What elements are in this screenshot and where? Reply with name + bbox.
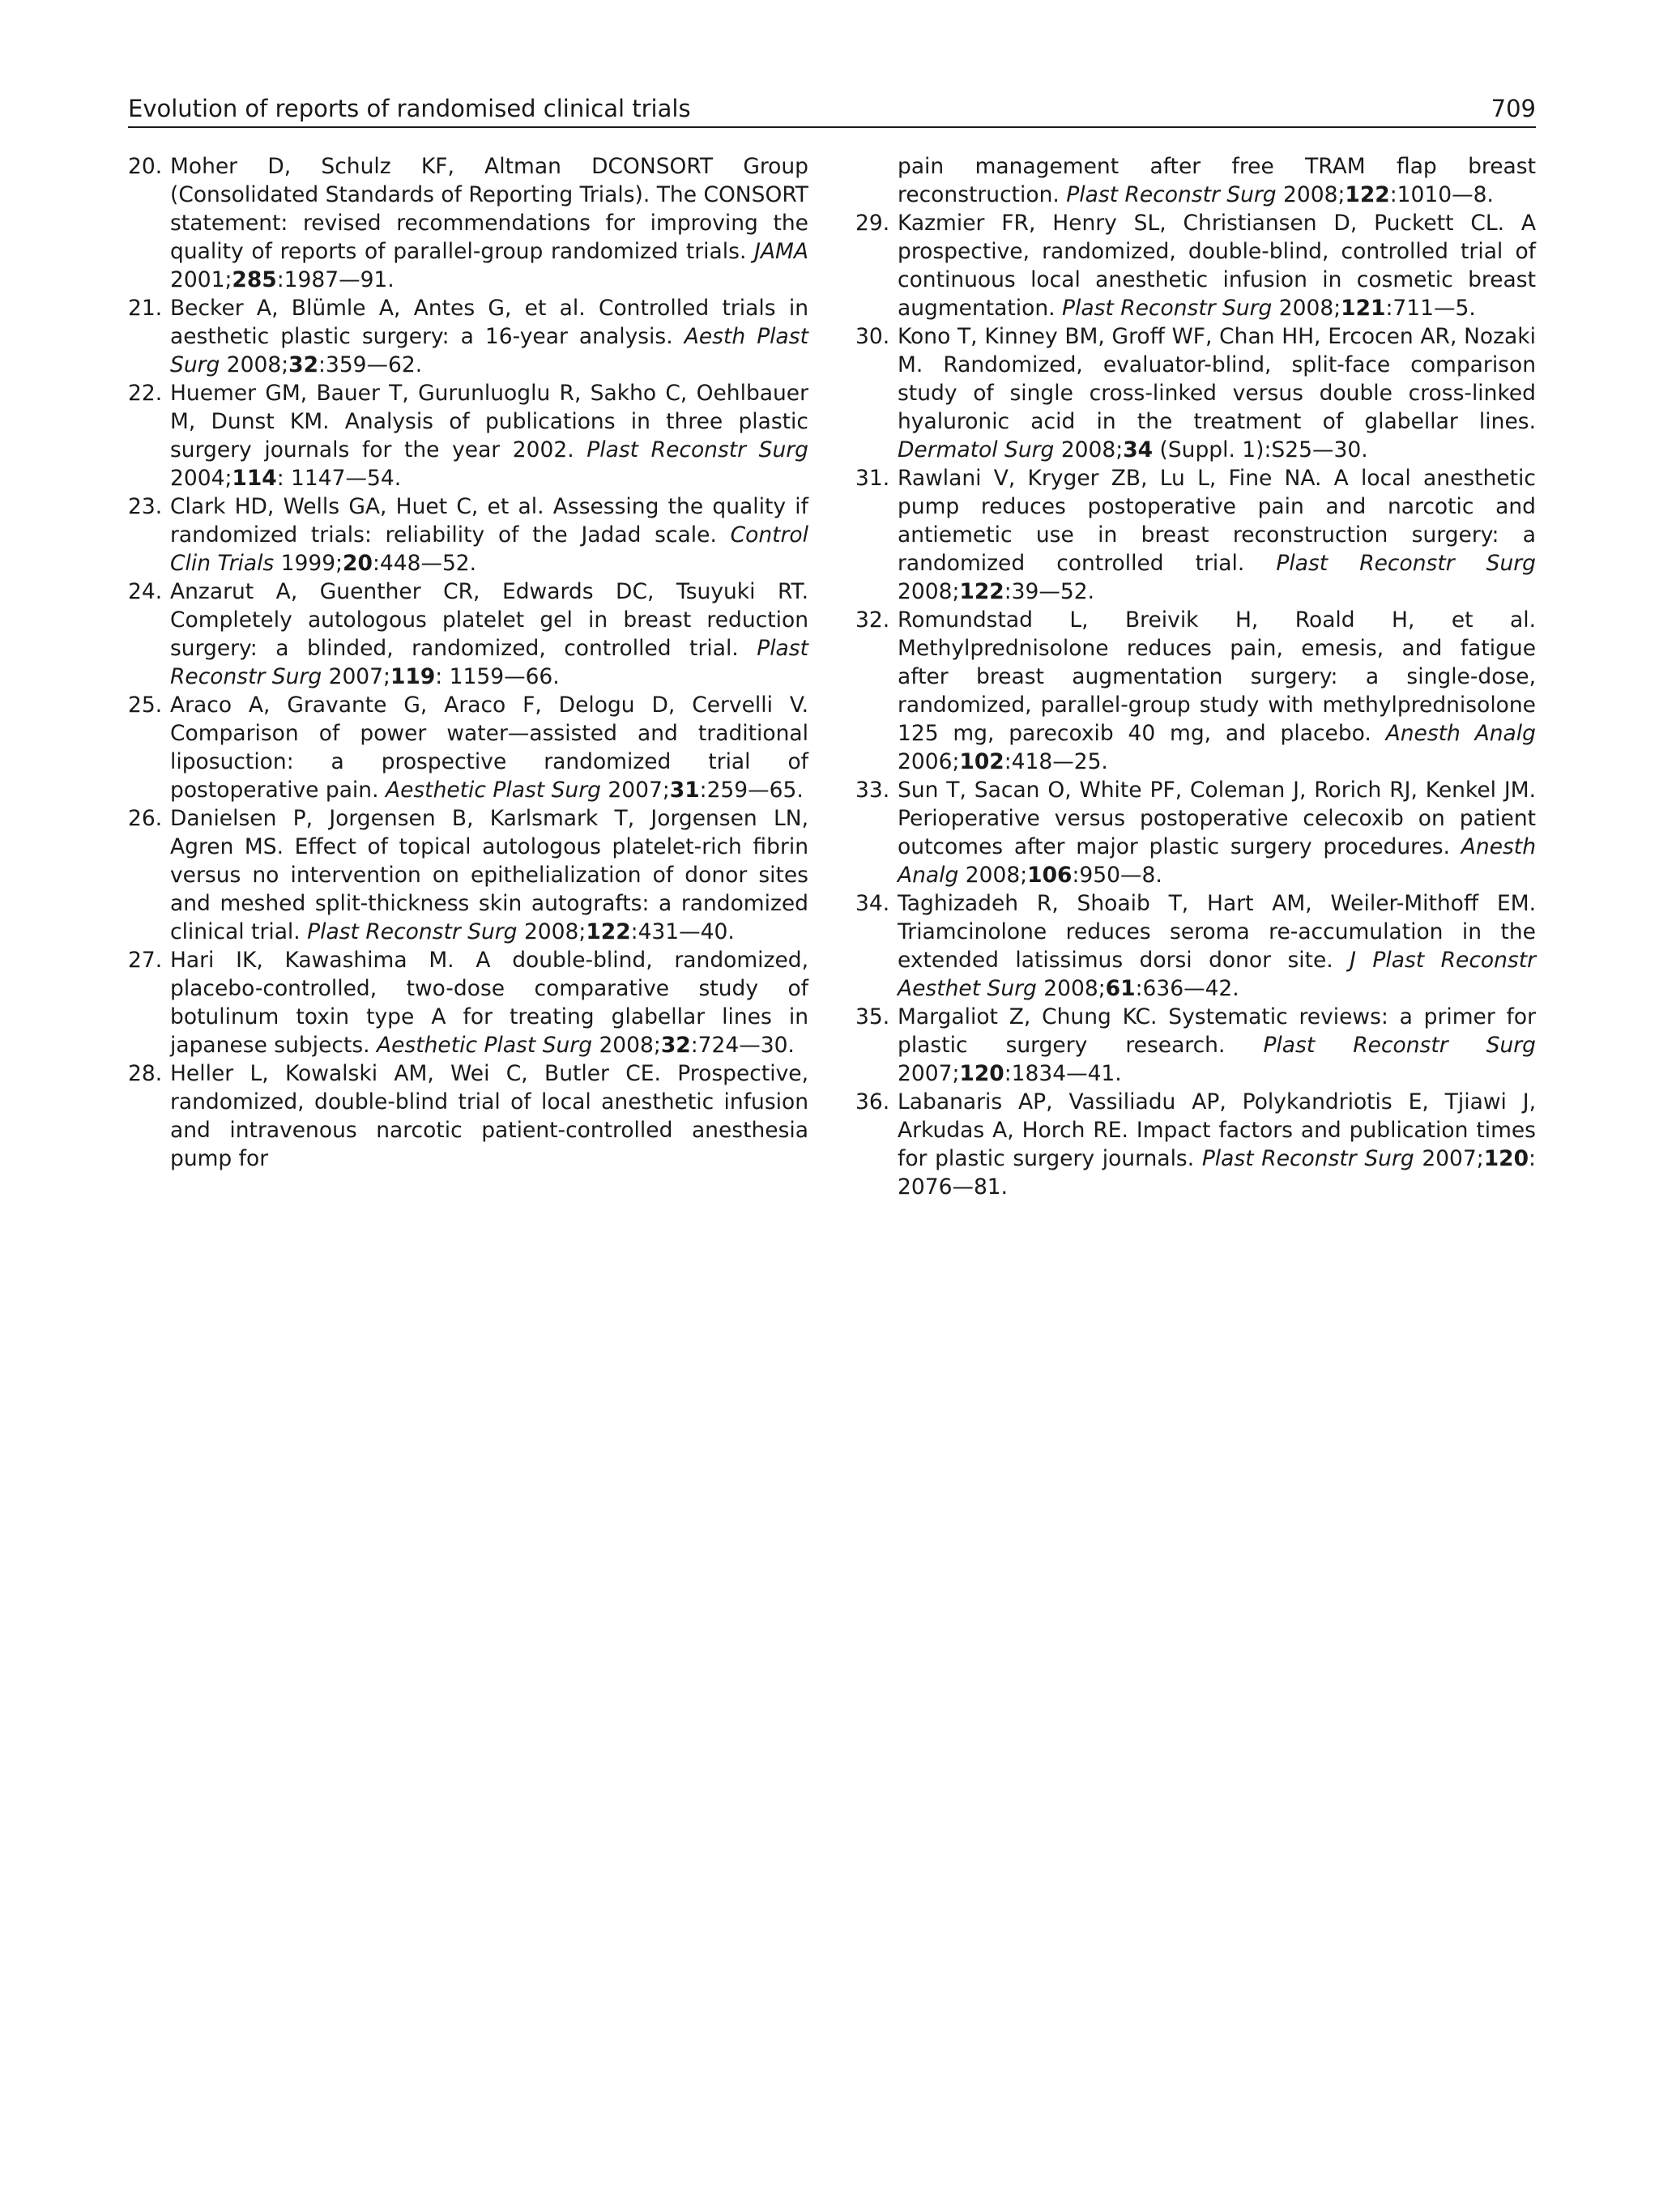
running-header [128,87,1536,128]
reference-number: 33. [855,778,890,803]
reference-volume: 102 [959,749,1004,774]
reference-column-right [855,152,1536,1201]
reference-column-left [128,152,808,1173]
reference-pages: :448—52. [372,551,477,576]
reference-number: 23. [128,494,163,519]
reference-item-continued [855,152,1536,209]
reference-item [855,209,1536,322]
reference-volume: 122 [586,919,631,944]
reference-text: pain management after free TRAM flap breast reconstruction. [898,154,1536,207]
reference-pages: : 1159—66. [435,664,560,689]
reference-item [128,578,808,691]
reference-number: 35. [855,1004,890,1029]
reference-item [128,946,808,1059]
journal-name: JAMA [754,239,808,264]
reference-number: 24. [128,579,163,604]
reference-volume: 114 [232,466,277,491]
reference-item [855,606,1536,776]
reference-volume: 285 [232,267,277,292]
reference-year: 2006; [898,749,960,774]
reference-item [128,691,808,804]
reference-item [128,294,808,379]
reference-number: 36. [855,1089,890,1115]
reference-text: Heller L, Kowalski AM, Wei C, Butler CE. Prospective, randomized, double-blind trial of local anesthetic infusion and intravenous narcotic patient-controlled anesthesia pump for [170,1061,808,1171]
reference-item [128,379,808,492]
reference-year: 2008; [592,1033,661,1058]
reference-item [128,152,808,294]
reference-volume: 31 [669,778,700,803]
reference-text: Taghizadeh R, Shoaib T, Hart AM, Weiler-Mithoff EM. Triamcinolone reduces seroma re-accumulation in the extended latissimus dorsi donor site. [898,891,1536,973]
reference-year: 2008; [220,352,289,377]
reference-pages: :1834—41. [1004,1061,1122,1086]
reference-pages: :39—52. [1004,579,1094,604]
journal-name: Plast Reconstr Surg [307,919,518,944]
reference-number: 28. [128,1061,163,1086]
journal-name: Control Clin Trials [170,522,808,576]
reference-pages: :950—8. [1072,863,1162,888]
reference-year: 2007; [600,778,670,803]
header-divider [128,126,1536,128]
journal-name: Plast Reconstr Surg [1066,182,1277,207]
reference-year: 2008; [1272,296,1341,321]
reference-volume: 106 [1027,863,1073,888]
running-title: Evolution of reports of randomised clinical trials [128,95,691,122]
reference-number: 25. [128,693,163,718]
reference-year: 2008; [517,919,586,944]
reference-pages: (Suppl. 1):S25—30. [1153,437,1368,462]
reference-text: Moher D, Schulz KF, Altman DCONSORT Group (Consolidated Standards of Reporting Trials). The CONSORT statement: revised recommendations for improving the quality of reports of parallel-group randomized trials. [170,154,808,264]
reference-text: Sun T, Sacan O, White PF, Coleman J, Rorich RJ, Kenkel JM. Perioperative versus postoperative celecoxib on patient outcomes after major plastic surgery procedures. [898,778,1536,859]
reference-pages: : 1147—54. [276,466,402,491]
reference-number: 22. [128,381,163,406]
reference-year: 2008; [1276,182,1346,207]
reference-year: 2008; [958,863,1028,888]
reference-pages: :431—40. [630,919,735,944]
reference-number: 26. [128,806,163,831]
reference-number: 31. [855,466,890,491]
reference-pages: : 2076—81. [898,1146,1536,1200]
reference-volume: 122 [959,579,1004,604]
journal-name: Dermatol Surg [898,437,1055,462]
reference-volume: 120 [959,1061,1004,1086]
reference-volume: 61 [1105,976,1136,1001]
reference-volume: 34 [1123,437,1154,462]
reference-item [855,464,1536,606]
reference-number: 29. [855,211,890,236]
reference-pages: :724—30. [690,1033,795,1058]
reference-year: 2008; [1054,437,1124,462]
reference-year: 1999; [274,551,343,576]
reference-text: Rawlani V, Kryger ZB, Lu L, Fine NA. A local anesthetic pump reduces postoperative pain and narcotic and antiemetic use in breast reconstruction surgery: a randomized controlled trial. [898,466,1536,576]
reference-number: 30. [855,324,890,349]
reference-item [128,1059,808,1173]
reference-number: 27. [128,948,163,973]
reference-volume: 20 [343,551,373,576]
reference-year: 2007; [322,664,390,689]
reference-text: Labanaris AP, Vassiliadu AP, Polykandriotis E, Tjiawi J, Arkudas A, Horch RE. Impact factors and publication times for plastic surgery journals. [898,1089,1536,1171]
reference-text: Kono T, Kinney BM, Groff WF, Chan HH, Ercocen AR, Nozaki M. Randomized, evaluator-blind, split-face comparison study of single cross-linked versus double cross-linked hyaluronic acid in the treatment of glabellar lines. [898,324,1536,434]
reference-number: 20. [128,154,163,179]
reference-year: 2004; [170,466,232,491]
reference-year: 2008; [898,579,960,604]
reference-number: 32. [855,607,890,633]
reference-item [128,804,808,946]
reference-text: Romundstad L, Breivik H, Roald H, et al. Methylprednisolone reduces pain, emesis, and fatigue after breast augmentation surgery: a single-dose, randomized, parallel-group study with methylprednisolone 125 mg, parecoxib 40 mg, and placebo. [898,607,1536,746]
reference-text: Araco A, Gravante G, Araco F, Delogu D, Cervelli V. Comparison of power water—assisted and traditional liposuction: a prospective randomized trial of postoperative pain. [170,693,808,803]
journal-name: Plast Reconstr Surg [1263,1033,1536,1058]
reference-volume: 32 [660,1033,691,1058]
journal-name: Anesth Analg [1385,721,1536,746]
reference-volume: 122 [1345,182,1390,207]
reference-item [855,889,1536,1003]
journal-name: J Plast Reconstr Aesthet Surg [898,948,1536,1001]
journal-name: Aesthetic Plast Surg [385,778,601,803]
reference-year: 2001; [170,267,232,292]
reference-pages: :636—42. [1135,976,1239,1001]
reference-item [128,492,808,578]
reference-text: Margaliot Z, Chung KC. Systematic reviews: a primer for plastic surgery research. [898,1004,1536,1058]
reference-pages: :259—65. [699,778,804,803]
journal-name: Plast Reconstr Surg [586,437,808,462]
reference-text: Clark HD, Wells GA, Huet C, et al. Assessing the quality if randomized trials: reliability of the Jadad scale. [170,494,808,548]
page-number: 709 [1491,95,1536,122]
journal-name: Aesth Plast Surg [170,324,808,377]
reference-volume: 32 [288,352,319,377]
reference-year: 2007; [898,1061,960,1086]
reference-text: Huemer GM, Bauer T, Gurunluoglu R, Sakho C, Oehlbauer M, Dunst KM. Analysis of publications in three plastic surgery journals for the year 2002. [170,381,808,462]
reference-item [855,322,1536,464]
reference-number: 34. [855,891,890,916]
reference-text: Kazmier FR, Henry SL, Christiansen D, Puckett CL. A prospective, randomized, double-blind, controlled trial of continuous local anesthetic infusion in cosmetic breast augmentation. [898,211,1536,321]
reference-text: Danielsen P, Jorgensen B, Karlsmark T, Jorgensen LN, Agren MS. Effect of topical autologous platelet-rich fibrin versus no intervention on epithelialization of donor sites and meshed split-thickness skin autografts: a randomized clinical trial. [170,806,808,944]
reference-number: 21. [128,296,163,321]
reference-item [855,1003,1536,1088]
reference-volume: 121 [1341,296,1386,321]
reference-text: Hari IK, Kawashima M. A double-blind, randomized, placebo-controlled, two-dose comparative study of botulinum toxin type A for treating glabellar lines in japanese subjects. [170,948,808,1058]
reference-text: Becker A, Blümle A, Antes G, et al. Controlled trials in aesthetic plastic surgery: a 16-year analysis. [170,296,808,349]
reference-volume: 119 [390,664,436,689]
reference-pages: :1010—8. [1389,182,1494,207]
journal-name: Anesth Analg [898,834,1536,888]
reference-item [855,776,1536,889]
reference-pages: :711—5. [1385,296,1476,321]
reference-pages: :1987—91. [276,267,394,292]
journal-name: Aesthetic Plast Surg [377,1033,593,1058]
reference-pages: :418—25. [1004,749,1108,774]
reference-text: Anzarut A, Guenther CR, Edwards DC, Tsuyuki RT. Completely autologous platelet gel in breast reduction surgery: a blinded, randomized, controlled trial. [170,579,808,661]
journal-name: Plast Reconstr Surg [1201,1146,1414,1171]
reference-volume: 120 [1483,1146,1529,1171]
journal-name: Plast Reconstr Surg [1062,296,1273,321]
reference-year: 2008; [1036,976,1106,1001]
journal-name: Plast Reconstr Surg [1276,551,1536,576]
reference-year: 2007; [1414,1146,1484,1171]
journal-name: Plast Reconstr Surg [170,636,808,689]
reference-item [855,1088,1536,1201]
reference-pages: :359—62. [318,352,423,377]
